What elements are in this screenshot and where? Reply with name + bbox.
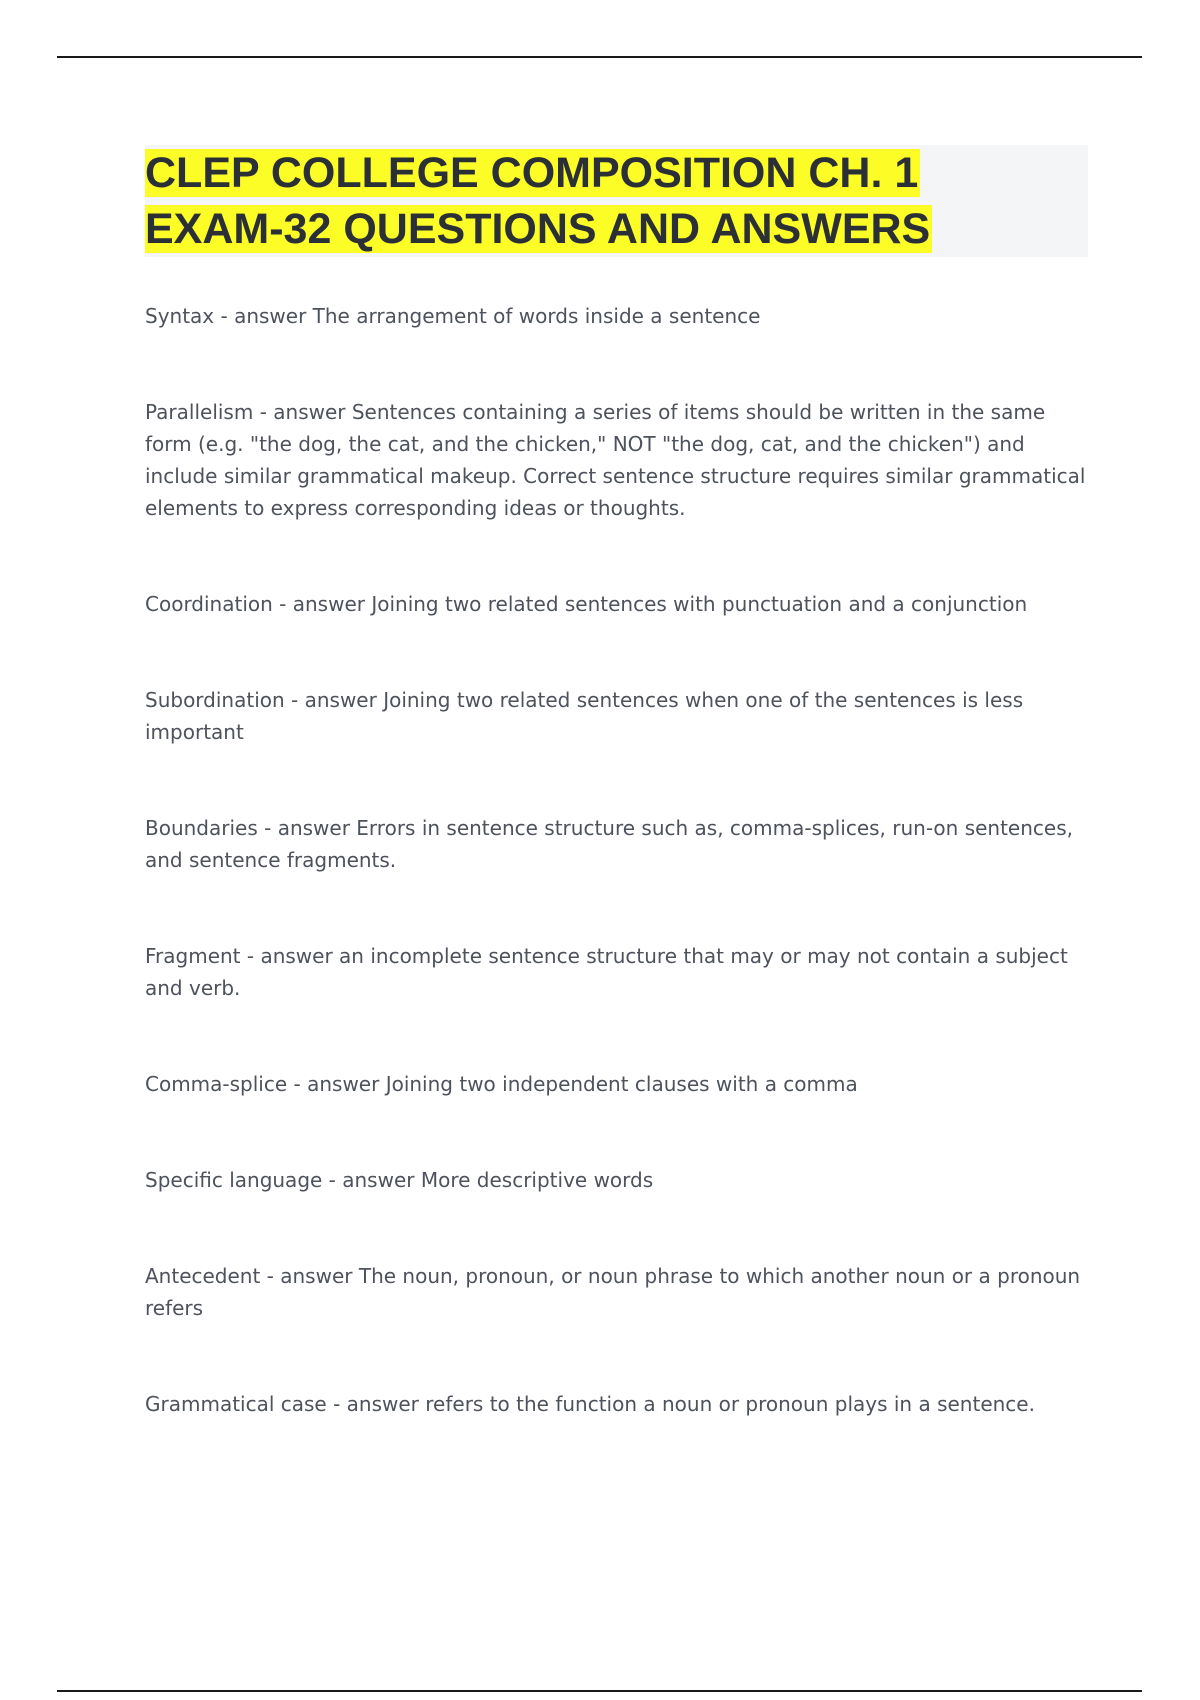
title-block (145, 145, 1088, 257)
title-line-2: EXAM-32 QUESTIONS AND ANSWERS (145, 205, 931, 253)
qa-item-parallelism: Parallelism - answer Sentences containing a series of items should be written in the same form (e.g. "the dog, the cat, and the chicken," NOT "the dog, cat, and the chicken") and include similar grammatical makeup. Correct sentence structure requires similar grammatical elements to express corresponding ideas or thoughts. (145, 400, 1086, 520)
qa-item-grammatical-case: Grammatical case - answer refers to the function a noun or pronoun plays in a sentence. (145, 1392, 1035, 1416)
title-line-1: CLEP COLLEGE COMPOSITION CH. 1 (145, 149, 919, 197)
qa-item-syntax: Syntax - answer The arrangement of words inside a sentence (145, 304, 761, 328)
qa-item-boundaries: Boundaries - answer Errors in sentence structure such as, comma-splices, run-on sentences, and sentence fragments. (145, 816, 1073, 872)
qa-item-fragment: Fragment - answer an incomplete sentence structure that may or may not contain a subject and verb. (145, 944, 1068, 1000)
qa-item-antecedent: Antecedent - answer The noun, pronoun, or noun phrase to which another noun or a pronoun refers (145, 1264, 1081, 1320)
qa-item-comma-splice: Comma-splice - answer Joining two independent clauses with a comma (145, 1072, 858, 1096)
top-divider (57, 56, 1142, 58)
qa-item-specific-language: Specific language - answer More descriptive words (145, 1168, 654, 1192)
document-title (145, 145, 1088, 257)
qa-item-coordination: Coordination - answer Joining two related sentences with punctuation and a conjunction (145, 592, 1028, 616)
bottom-divider (57, 1690, 1142, 1692)
qa-item-subordination: Subordination - answer Joining two related sentences when one of the sentences is less important (145, 688, 1024, 744)
